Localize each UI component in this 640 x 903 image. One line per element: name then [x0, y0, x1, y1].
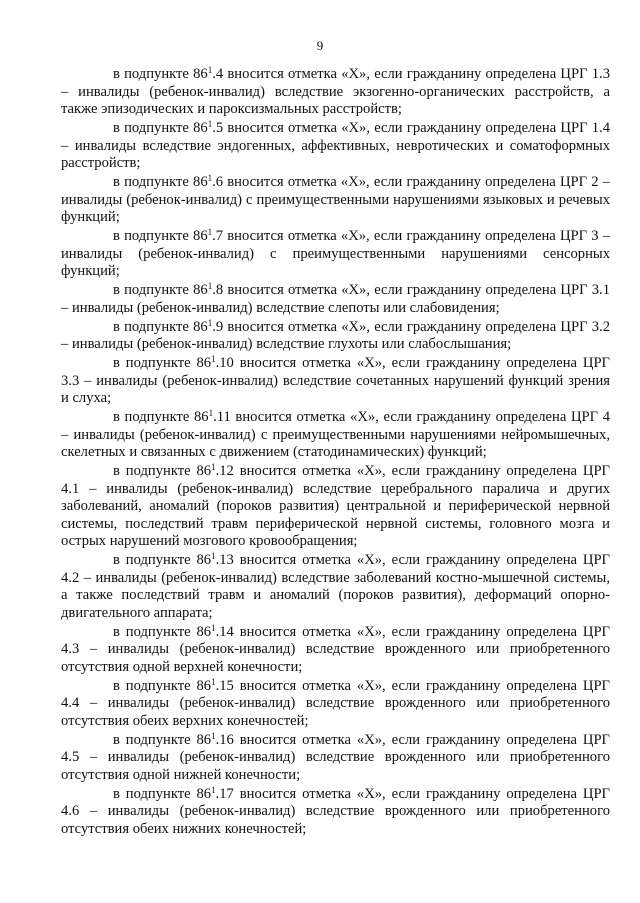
- paragraph: в подпункте $86^1.6$ вносится отметка «Х», если гражданину определена ЦРГ 2 – инвалиды (ребенок-инвалид) с преимущественными нарушениями языковых и речевых функций;: [61, 173, 610, 225]
- paragraph: в подпункте $86^1.13$ вносится отметка «Х», если гражданину определена ЦРГ 4.2 – инвалиды (ребенок-инвалид) вследствие заболеваний костно-мышечной системы, а также последствий травм и аномалий (пороков развития), деформаций опорно-двигательного аппарата;: [61, 551, 610, 621]
- paragraph: в подпункте $86^1.16$ вносится отметка «Х», если гражданину определена ЦРГ 4.5 – инвалиды (ребенок-инвалид) вследствие врожденного или приобретенного отсутствия одной нижней конечности;: [61, 730, 610, 783]
- paragraph: в подпункте $86^1.10$ вносится отметка «Х», если гражданину определена ЦРГ 3.3 – инвалиды (ребенок-инвалид) вследствие сочетанных нарушений функций зрения и слуха;: [61, 354, 610, 406]
- page-number: 9: [316, 38, 324, 53]
- paragraph: в подпункте $86^1.14$ вносится отметка «Х», если гражданину определена ЦРГ 4.3 – инвалиды (ребенок-инвалид) вследствие врожденного или приобретенного отсутствия одной верхней конечности;: [61, 622, 610, 675]
- paragraph: в подпункте $86^1.8$ вносится отметка «Х», если гражданину определена ЦРГ 3.1 – инвалиды (ребенок-инвалид) вследствие слепоты или слабовидения;: [61, 281, 610, 316]
- document-body: [61, 66, 610, 840]
- paragraph: в подпункте $86^1.9$ вносится отметка «Х», если гражданину определена ЦРГ 3.2 – инвалиды (ребенок-инвалид) вследствие глухоты или слабослышания;: [61, 317, 610, 352]
- paragraph: в подпункте $86^1.7$ вносится отметка «Х», если гражданину определена ЦРГ 3 – инвалиды (ребенок-инвалид) с преимущественными нарушениями сенсорных функций;: [61, 227, 610, 279]
- paragraph: в подпункте $86^1.4$ вносится отметка «Х», если гражданину определена ЦРГ 1.3 – инвалиды (ребенок-инвалид) вследствие экзогенно-органических расстройств, а также эпизодических и пароксизмальных расстройств;: [61, 65, 610, 117]
- paragraph: в подпункте $86^1.15$ вносится отметка «Х», если гражданину определена ЦРГ 4.4 – инвалиды (ребенок-инвалид) вследствие врожденного или приобретенного отсутствия обеих верхних конечностей;: [61, 676, 610, 729]
- paragraph: в подпункте $86^1.11$ вносится отметка «Х», если гражданину определена ЦРГ 4 – инвалиды (ребенок-инвалид) с преимущественными нарушениями нейромышечных, скелетных и связанных с движением (статодинамических) функций;: [61, 408, 610, 460]
- paragraph: в подпункте $86^1.12$ вносится отметка «Х», если гражданину определена ЦРГ 4.1 – инвалиды (ребенок-инвалид) вследствие церебрального паралича и других заболеваний, аномалий (пороков развития) центральной и периферической нервной системы, последствий травм периферической нервной системы, головного мозга и острых нарушений мозгового кровообращения;: [61, 462, 610, 549]
- paragraph: в подпункте $86^1.5$ вносится отметка «Х», если гражданину определена ЦРГ 1.4 – инвалиды вследствие эндогенных, аффективных, невротических и соматоформных расстройств;: [61, 119, 610, 171]
- paragraph: в подпункте $86^1.17$ вносится отметка «Х», если гражданину определена ЦРГ 4.6 – инвалиды (ребенок-инвалид) вследствие врожденного или приобретенного отсутствия обеих нижних конечностей;: [61, 784, 610, 837]
